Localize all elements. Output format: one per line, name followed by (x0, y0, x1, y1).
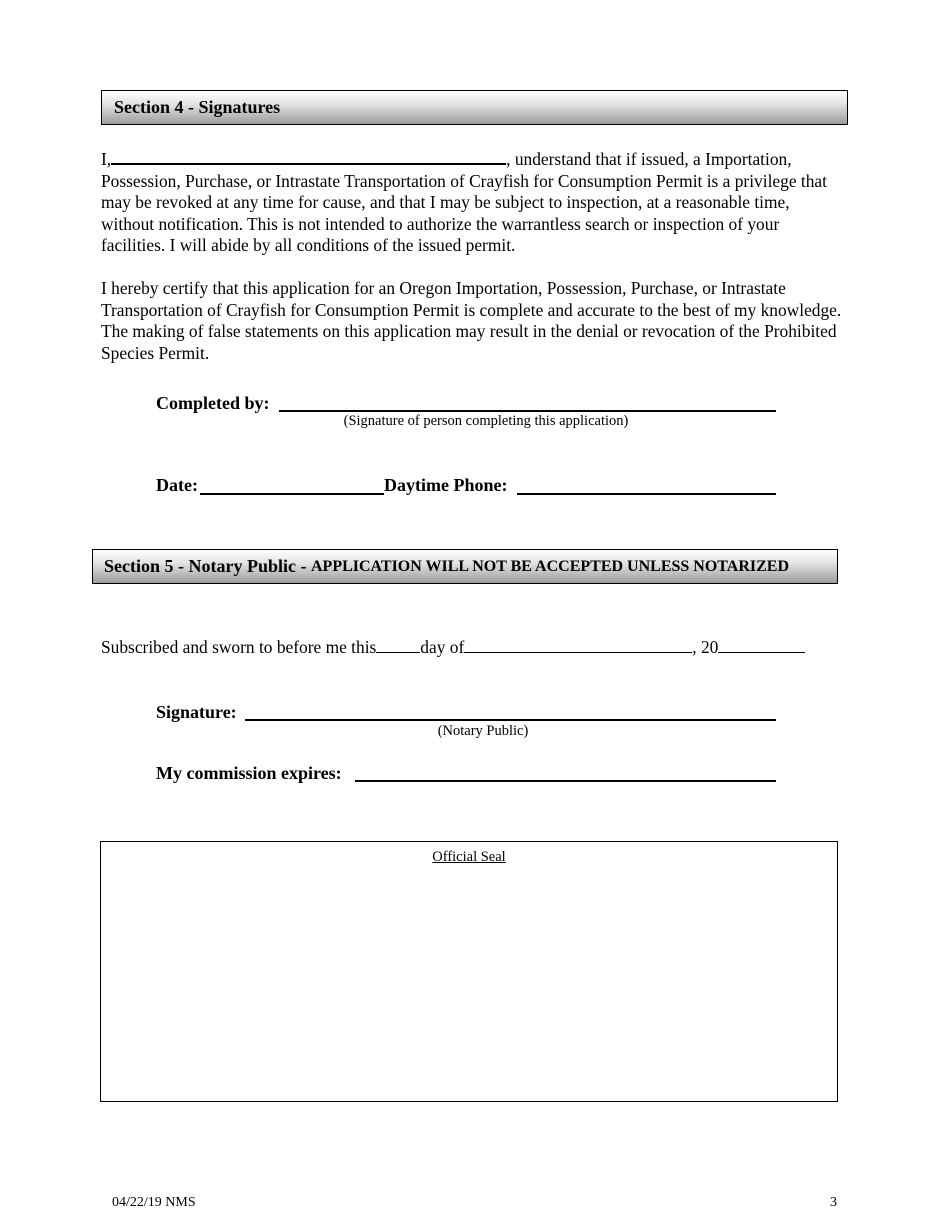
date-line[interactable] (200, 493, 384, 495)
day-of-text: day of (420, 637, 465, 657)
completed-by-caption: (Signature of person completing this application) (343, 413, 629, 429)
section-4-header (101, 90, 848, 125)
official-seal-box (100, 841, 838, 1102)
applicant-name-field[interactable] (111, 149, 506, 165)
commission-expires-line[interactable] (355, 780, 776, 782)
sworn-text: Subscribed and sworn to before me this (101, 637, 377, 657)
page-number: 3 (830, 1195, 837, 1210)
year-prefix: , 20 (692, 637, 719, 657)
acknowledgement-text: Possession, Purchase, or Intrastate Transportation of Crayfish for Consumption Permit is a privilege that may be revoked at any time for cause, and that I may be subject to inspection, at a reasonable time, without notification. This is not intended to authorize the warrantless search or inspection of your facilities. I will abide by all conditions of the issued permit. (101, 170, 827, 255)
notary-signature-line[interactable] (245, 719, 776, 721)
notary-public-caption: (Notary Public) (437, 723, 529, 739)
sworn-line (101, 637, 861, 659)
footer-date-code: 04/22/19 NMS (112, 1195, 196, 1210)
official-seal-title: Official Seal (432, 849, 506, 865)
acknowledgement-line1: , understand that if issued, a Importation, (506, 149, 792, 169)
day-field[interactable] (376, 638, 420, 653)
notarized-warning: APPLICATION WILL NOT BE ACCEPTED UNLESS NOTARIZED (310, 557, 790, 575)
commission-expires-label: My commission expires: (156, 763, 342, 783)
completed-by-label: Completed by: (156, 393, 270, 413)
name-prefix: I, (101, 149, 112, 169)
certification-paragraph: I hereby certify that this application for an Oregon Importation, Possession, Purchase, or Intrastate Transportation of Crayfish for Consumption Permit is complete and accurate to the best of my knowledge. The making of false statements on this application may result in the denial or revocation of the Prohibited Species Permit. (101, 278, 842, 363)
section-5-title: Section 5 - Notary Public - (104, 556, 311, 576)
daytime-phone-label: Daytime Phone: (384, 475, 508, 495)
date-label: Date: (156, 475, 198, 495)
section-5-header (92, 549, 838, 584)
year-field[interactable] (718, 638, 805, 653)
daytime-phone-line[interactable] (517, 493, 776, 495)
notary-signature-label: Signature: (156, 702, 237, 722)
acknowledgement-paragraph (101, 149, 841, 257)
month-field[interactable] (464, 638, 692, 653)
completed-by-signature-line[interactable] (279, 410, 776, 412)
section-4-title: Section 4 - Signatures (114, 97, 281, 117)
